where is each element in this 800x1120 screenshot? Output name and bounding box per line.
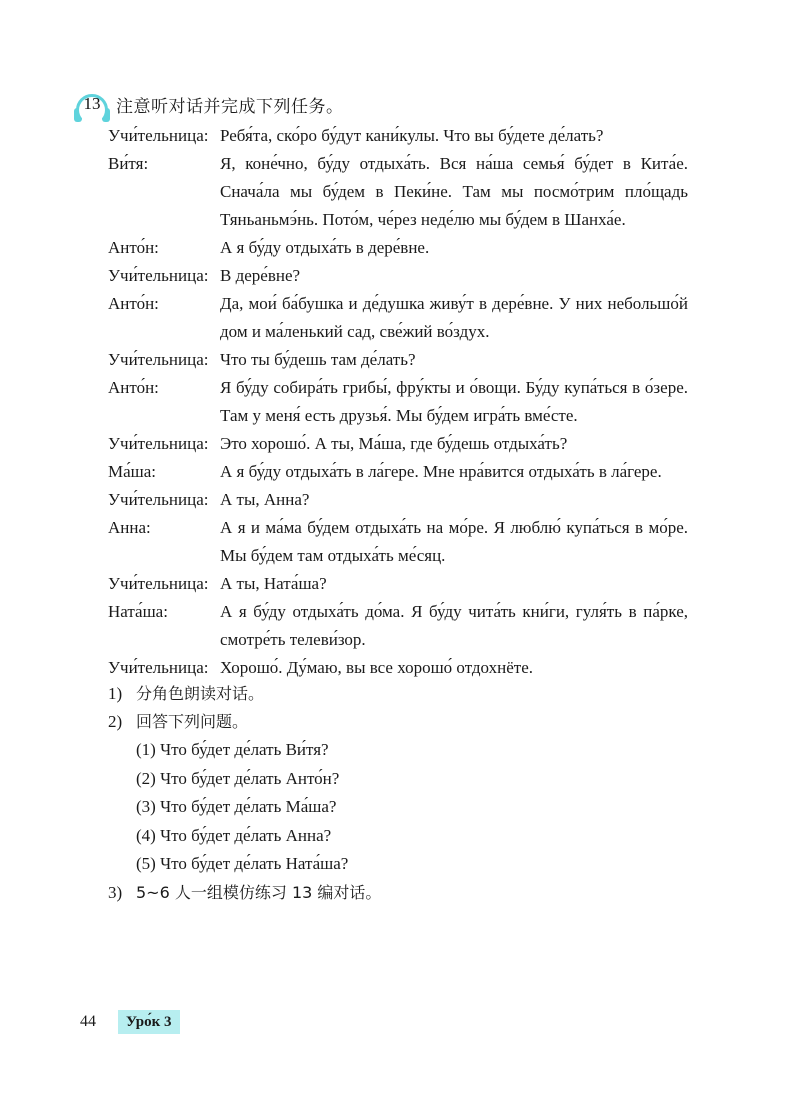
exercise-number: 13 xyxy=(83,94,101,113)
exercise-header xyxy=(76,88,344,120)
task-text: 5~6 人一组模仿练习 13 编对话。 xyxy=(136,882,382,902)
exercise-instruction: 注意听对话并完成下列任务。 xyxy=(116,96,344,117)
dialogue-turn xyxy=(108,150,688,234)
task-number: 1) xyxy=(108,684,123,703)
speech: Ребя́та, ско́ро бу́дут кани́кулы. Что вы бу́дете де́лать? xyxy=(220,126,604,145)
speaker: Учи́тельница: xyxy=(108,658,209,677)
speaker: Ната́ша: xyxy=(108,602,168,621)
speech: А я бу́ду отдыха́ть в дере́вне. xyxy=(220,238,430,257)
dialogue-turn xyxy=(108,234,688,262)
task-list xyxy=(108,680,688,907)
exercise-badge xyxy=(76,88,108,120)
dialogue-turn xyxy=(108,262,688,290)
speech: Это хорошо́. А ты, Ма́ша, где бу́дешь отдыха́ть? xyxy=(220,434,568,453)
task-item xyxy=(108,879,688,907)
speaker: Учи́тельница: xyxy=(108,574,209,593)
question-item: (1) Что бу́дет де́лать Ви́тя? xyxy=(136,740,329,759)
lesson-tag: Уро́к 3 xyxy=(118,1010,180,1034)
dialogue-turn xyxy=(108,514,688,570)
question-list xyxy=(108,736,688,879)
page-footer xyxy=(80,1010,180,1034)
speech: А я и ма́ма бу́дем отдыха́ть на мо́ре. Я люблю́ купа́ться в мо́ре. Мы бу́дем там отдыха́ть ме́сяц. xyxy=(220,518,688,565)
question-item: (2) Что бу́дет де́лать Анто́н? xyxy=(136,768,340,788)
dialogue-turn xyxy=(108,486,688,514)
question-item: (5) Что бу́дет де́лать Ната́ша? xyxy=(136,854,349,873)
speaker: Учи́тельница: xyxy=(108,350,209,369)
task-text: 回答下列问题。 xyxy=(136,712,249,731)
dialogue-turn xyxy=(108,654,688,682)
speech: Я, коне́чно, бу́ду отдыха́ть. Вся на́ша семья́ бу́дет в Кита́е. Снача́ла мы бу́дем в Пеки́не. Там мы посмо́трим пло́щадь Тяньаньмэ́нь. Пото́м, че́рез неде́лю мы бу́дем в Шанха́е. xyxy=(220,154,688,229)
page-number: 44 xyxy=(80,1013,96,1030)
speech: Да, мои́ ба́бушка и де́душка живу́т в дере́вне. У них небольшо́й дом и ма́ленький сад, све́жий во́здух. xyxy=(220,294,688,341)
task-item xyxy=(108,680,688,708)
dialogue xyxy=(108,122,688,682)
speech: А ты, Ната́ша? xyxy=(220,574,327,593)
speech: Что ты бу́дешь там де́лать? xyxy=(220,350,416,369)
speaker: Анто́н: xyxy=(108,378,159,397)
speaker: Анна: xyxy=(108,518,151,537)
speech: Хорошо́. Ду́маю, вы все хорошо́ отдохнёте. xyxy=(220,658,533,677)
task-item xyxy=(108,708,688,736)
speaker: Ви́тя: xyxy=(108,154,149,173)
dialogue-turn xyxy=(108,598,688,654)
dialogue-turn xyxy=(108,122,688,150)
speaker: Ма́ша: xyxy=(108,462,157,481)
speaker: Учи́тельница: xyxy=(108,490,209,509)
question-item: (3) Что бу́дет де́лать Ма́ша? xyxy=(136,797,337,816)
dialogue-turn xyxy=(108,290,688,346)
speaker: Учи́тельница: xyxy=(108,434,209,453)
speech: А ты, Анна? xyxy=(220,490,310,509)
speech: В дере́вне? xyxy=(220,266,301,285)
speech: Я бу́ду собира́ть грибы́, фру́кты и о́вощи. Бу́ду купа́ться в о́зере. Там у меня́ есть друзья́. Мы бу́дем игра́ть вме́сте. xyxy=(220,378,688,425)
dialogue-turn xyxy=(108,346,688,374)
speech: А я бу́ду отдыха́ть в ла́гере. Мне нра́вится отдыха́ть в ла́гере. xyxy=(220,462,662,481)
question-item: (4) Что бу́дет де́лать Анна? xyxy=(136,825,332,845)
speaker: Анто́н: xyxy=(108,238,159,257)
dialogue-turn xyxy=(108,430,688,458)
dialogue-turn xyxy=(108,374,688,430)
speech: А я бу́ду отдыха́ть до́ма. Я бу́ду чита́ть кни́ги, гуля́ть в па́рке, смотре́ть телеви́зор. xyxy=(220,602,688,649)
dialogue-turn xyxy=(108,570,688,598)
task-number: 2) xyxy=(108,712,123,731)
speaker: Учи́тельница: xyxy=(108,266,209,285)
task-number: 3) xyxy=(108,882,123,902)
dialogue-turn xyxy=(108,458,688,486)
speaker: Учи́тельница: xyxy=(108,126,209,145)
speaker: Анто́н: xyxy=(108,294,159,313)
task-text: 分角色朗读对话。 xyxy=(136,684,265,703)
